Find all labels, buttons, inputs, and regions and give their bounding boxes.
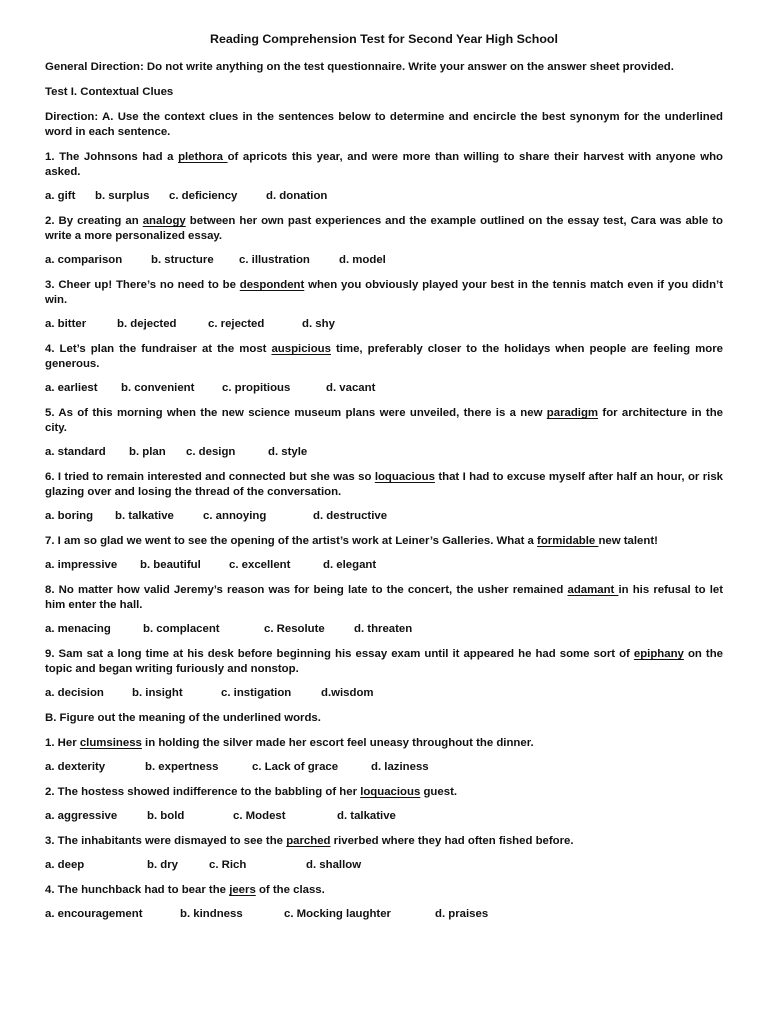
answer-choice[interactable]: d. laziness [371, 761, 429, 773]
question-text: 3. The inhabitants were dismayed to see the [45, 835, 287, 847]
underlined-word: clumsiness [79, 737, 142, 749]
question-text: time, preferably closer to the holidays when people are feeling more generous. [45, 343, 723, 370]
direction-a: Direction: A. Use the context clues in the sentences below to determine and encircle the best synonym for the underlined word in each sentence. [45, 111, 723, 138]
question-text: between her own past experiences and the example outlined on the essay test, Cara was able to write a more personalized essay. [45, 215, 724, 242]
part-a-question-2 [45, 214, 723, 244]
underlined-word: auspicious [271, 343, 331, 355]
underlined-word: loquacious [374, 471, 435, 483]
answer-choice[interactable]: d. model [339, 254, 386, 266]
question-text: when you obviously played your best in the tennis match even if you didn’t win. [45, 279, 723, 306]
question-text: that I had to excuse myself after half an hour, or risk glazing over and losing the thread of the conversation. [45, 471, 723, 498]
part-a-question-8 [45, 583, 723, 613]
part-a-question-4 [45, 342, 723, 372]
underlined-word: loquacious [360, 786, 421, 798]
underlined-word: formidable [537, 535, 599, 547]
answer-choice[interactable]: a. decision [45, 687, 104, 699]
part-a-choices-8 [45, 622, 723, 636]
answer-choice[interactable]: d. style [268, 446, 308, 458]
underlined-word: adamant [567, 584, 619, 596]
answer-choice[interactable]: c. design [186, 446, 236, 458]
answer-choice[interactable]: b. structure [151, 254, 214, 266]
answer-choice[interactable]: d. elegant [323, 559, 377, 571]
part-b-questions [45, 736, 723, 921]
answer-choice[interactable]: b. beautiful [140, 559, 201, 571]
answer-choice[interactable]: d. threaten [354, 623, 413, 635]
underlined-word: jeers [229, 884, 256, 896]
part-a-question-5 [45, 406, 723, 436]
answer-choice[interactable]: a. dexterity [45, 761, 106, 773]
question-text: on the topic and began writing furiously and nonstop. [45, 648, 723, 675]
question-text: 2. By creating an [45, 215, 143, 227]
part-a-question-3 [45, 278, 723, 308]
answer-choice[interactable]: b. insight [132, 687, 183, 699]
part-a-question-9 [45, 647, 723, 677]
question-text: 4. Let’s plan the fundraiser at the most [45, 343, 272, 355]
question-text: 1. Her [45, 737, 80, 749]
question-text: in holding the silver made her escort feel uneasy throughout the dinner. [141, 737, 534, 749]
answer-choice[interactable]: d. praises [435, 908, 489, 920]
question-text: in his refusal to let him enter the hall. [45, 584, 723, 611]
answer-choice[interactable]: c. Modest [233, 810, 286, 822]
question-text: 1. The Johnsons had a [45, 151, 179, 163]
answer-choice[interactable]: c. Lack of grace [252, 761, 339, 773]
direction-b: B. Figure out the meaning of the underlined words. [45, 712, 321, 724]
answer-choice[interactable]: a. comparison [45, 254, 123, 266]
answer-choice[interactable]: a. standard [45, 446, 106, 458]
part-a-choices-7 [45, 558, 723, 572]
answer-choice[interactable]: c. instigation [221, 687, 292, 699]
part-b-question-1 [45, 736, 723, 751]
part-b-choices-4 [45, 907, 723, 921]
answer-choice[interactable]: d. donation [266, 190, 328, 202]
answer-choice[interactable]: b. bold [147, 810, 185, 822]
answer-choice[interactable]: c. excellent [229, 559, 291, 571]
part-b-choices-1 [45, 760, 723, 774]
page-title: Reading Comprehension Test for Second Year High School [210, 32, 558, 46]
question-text: guest. [420, 786, 458, 798]
answer-choice[interactable]: b. expertness [145, 761, 219, 773]
answer-choice[interactable]: d. talkative [337, 810, 396, 822]
question-text: 3. Cheer up! There’s no need to be [45, 279, 240, 291]
underlined-word: despondent [239, 279, 305, 291]
answer-choice[interactable]: a. deep [45, 859, 85, 871]
answer-choice[interactable]: d.wisdom [321, 687, 374, 699]
answer-choice[interactable]: d. vacant [326, 382, 376, 394]
answer-choice[interactable]: c. propitious [222, 382, 291, 394]
underlined-word: analogy [142, 215, 186, 227]
underlined-word: paradigm [546, 407, 599, 419]
answer-choice[interactable]: a. gift [45, 190, 76, 202]
part-a-question-1 [45, 150, 723, 180]
question-text: of the class. [255, 884, 325, 896]
answer-choice[interactable]: c. illustration [239, 254, 310, 266]
answer-choice[interactable]: b. complacent [143, 623, 220, 635]
question-text: 9. Sam sat a long time at his desk before beginning his essay exam until it appeared he had some sort of [45, 648, 634, 660]
part-b-question-2 [45, 785, 723, 800]
part-b-choices-2 [45, 809, 723, 823]
answer-choice[interactable]: c. annoying [203, 510, 267, 522]
part-a-choices-4 [45, 381, 723, 395]
part-a-choices-2 [45, 253, 723, 267]
answer-choice[interactable]: d. shallow [306, 859, 362, 871]
question-text: 5. As of this morning when the new science museum plans were unveiled, there is a new [45, 407, 547, 419]
answer-choice[interactable]: c. deficiency [169, 190, 238, 202]
answer-choice[interactable]: a. impressive [45, 559, 118, 571]
answer-choice[interactable]: a. aggressive [45, 810, 118, 822]
answer-choice[interactable]: b. convenient [121, 382, 195, 394]
part-b-choices-3 [45, 858, 723, 872]
answer-choice[interactable]: b. talkative [115, 510, 174, 522]
part-a-choices-6 [45, 509, 723, 523]
answer-choice[interactable]: c. Rich [209, 859, 247, 871]
question-text: 6. I tried to remain interested and connected but she was so [45, 471, 375, 483]
question-text: 7. I am so glad we went to see the opening of the artist’s work at Leiner’s Galleries. What a [45, 535, 538, 547]
underlined-word: parched [286, 835, 331, 847]
underlined-word: epiphany [633, 648, 684, 660]
question-text: 8. No matter how valid Jeremy’s reason was for being late to the concert, the usher remained [45, 584, 568, 596]
answer-choice[interactable]: c. Mocking laughter [284, 908, 391, 920]
answer-choice[interactable]: d. destructive [313, 510, 388, 522]
part-a-questions [45, 150, 723, 700]
part-a-choices-3 [45, 317, 723, 331]
test-heading: Test I. Contextual Clues [45, 86, 174, 98]
answer-choice[interactable]: b. kindness [180, 908, 243, 920]
question-text: 2. The hostess showed indifference to the babbling of her [45, 786, 361, 798]
answer-choice[interactable]: b. surplus [95, 190, 150, 202]
question-text: of apricots this year, and were more than willing to share their harvest with anyone who asked. [45, 151, 723, 178]
answer-choice[interactable]: a. earliest [45, 382, 98, 394]
question-text: for architecture in the city. [45, 407, 723, 434]
answer-choice[interactable]: d. shy [302, 318, 335, 330]
answer-choice[interactable]: a. encouragement [45, 908, 143, 920]
answer-choice[interactable]: b. plan [129, 446, 166, 458]
part-a-choices-1 [45, 189, 723, 203]
answer-choice[interactable]: a. bitter [45, 318, 87, 330]
part-a-question-7 [45, 534, 723, 549]
part-b-question-3 [45, 834, 723, 849]
question-text: riverbed where they had often fished before. [330, 835, 574, 847]
part-a-choices-9 [45, 686, 723, 700]
question-text: new talent! [598, 535, 658, 547]
answer-choice[interactable]: a. menacing [45, 623, 111, 635]
answer-choice[interactable]: b. dry [147, 859, 179, 871]
answer-choice[interactable]: b. dejected [117, 318, 177, 330]
part-b-question-4 [45, 883, 723, 898]
question-text: 4. The hunchback had to bear the [45, 884, 230, 896]
answer-choice[interactable]: c. Resolute [264, 623, 325, 635]
underlined-word: plethora [178, 151, 228, 163]
part-a-choices-5 [45, 445, 723, 459]
answer-choice[interactable]: c. rejected [208, 318, 265, 330]
general-direction: General Direction: Do not write anything on the test questionnaire. Write your answer on the answer sheet provided. [45, 61, 674, 73]
part-a-question-6 [45, 470, 723, 500]
answer-choice[interactable]: a. boring [45, 510, 94, 522]
